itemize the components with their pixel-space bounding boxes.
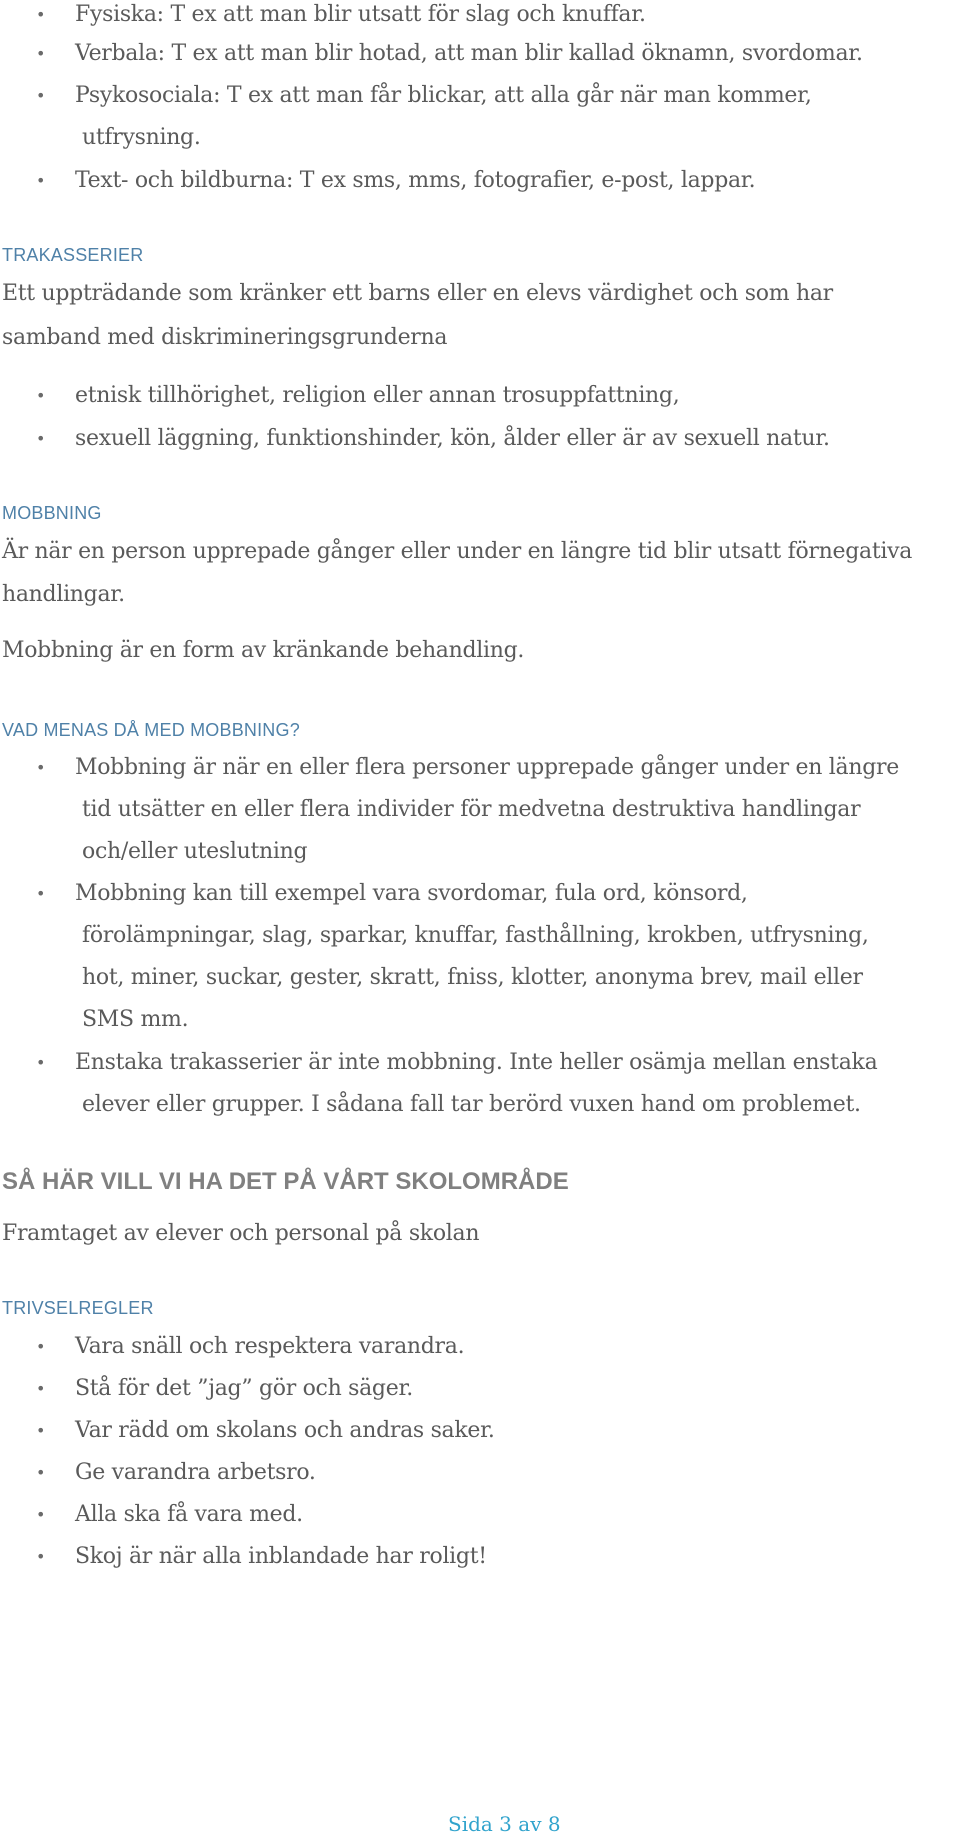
bullet-dot: •: [36, 429, 46, 448]
bullet-dot: •: [36, 1463, 46, 1482]
list-item-line: Skoj är när alla inblandade har roligt!: [75, 1544, 487, 1569]
paragraph-line: Är när en person upprepade gånger eller under en längre tid blir utsatt förnegativa: [2, 539, 913, 564]
bullet-dot: •: [36, 5, 46, 24]
list-item-line: sexuell läggning, funktionshinder, kön, ålder eller är av sexuell natur.: [75, 426, 830, 451]
bullet-dot: •: [36, 386, 46, 405]
list-item-line: SMS mm.: [82, 1007, 189, 1032]
list-item-line: Text- och bildburna: T ex sms, mms, fotografier, e-post, lappar.: [75, 168, 756, 193]
list-item-line: Fysiska: T ex att man blir utsatt för slag och knuffar.: [75, 2, 646, 27]
list-item-line: Vara snäll och respektera varandra.: [75, 1334, 465, 1359]
paragraph-line: samband med diskrimineringsgrunderna: [2, 325, 448, 350]
bullet-dot: •: [36, 1053, 46, 1072]
bullet-dot: •: [36, 1337, 46, 1356]
bullet-dot: •: [36, 758, 46, 777]
list-item-line: tid utsätter en eller flera individer för medvetna destruktiva handlingar: [82, 797, 861, 822]
list-item-line: förolämpningar, slag, sparkar, knuffar, fasthållning, krokben, utfrysning,: [82, 923, 869, 948]
list-item-line: och/eller uteslutning: [82, 839, 308, 864]
bullet-dot: •: [36, 86, 46, 105]
page-number: Sida 3 av 8: [448, 1812, 561, 1836]
list-item-line: etnisk tillhörighet, religion eller annan trosuppfattning,: [75, 383, 680, 408]
list-item-line: Mobbning är när en eller flera personer upprepade gånger under en längre: [75, 755, 899, 780]
bullet-dot: •: [36, 884, 46, 903]
paragraph-line: handlingar.: [2, 582, 125, 607]
list-item-line: hot, miner, suckar, gester, skratt, fniss, klotter, anonyma brev, mail eller: [82, 965, 863, 990]
list-item-line: Var rädd om skolans och andras saker.: [75, 1418, 495, 1443]
section-heading-trakasserier: TRAKASSERIER: [2, 245, 144, 265]
list-item-line: Stå för det ”jag” gör och säger.: [75, 1376, 413, 1401]
bullet-dot: •: [36, 44, 46, 63]
list-item-line: Alla ska få vara med.: [75, 1502, 303, 1527]
paragraph-line: Ett uppträdande som kränker ett barns eller en elevs värdighet och som har: [2, 281, 833, 306]
paragraph-line: Framtaget av elever och personal på skolan: [2, 1221, 480, 1246]
bullet-dot: •: [36, 1505, 46, 1524]
section-heading-mobbning: MOBBNING: [2, 503, 102, 523]
list-item-line: Mobbning kan till exempel vara svordomar, fula ord, könsord,: [75, 881, 748, 906]
bullet-dot: •: [36, 1547, 46, 1566]
list-item-line: Ge varandra arbetsro.: [75, 1460, 316, 1485]
list-item-line: utfrysning.: [82, 125, 201, 150]
paragraph-line: Mobbning är en form av kränkande behandling.: [2, 638, 525, 663]
section-heading-skolomrade: SÅ HÄR VILL VI HA DET PÅ VÅRT SKOLOMRÅDE: [2, 1168, 569, 1195]
bullet-dot: •: [36, 1379, 46, 1398]
bullet-dot: •: [36, 1421, 46, 1440]
list-item-line: Psykosociala: T ex att man får blickar, att alla går när man kommer,: [75, 83, 812, 108]
bullet-dot: •: [36, 171, 46, 190]
list-item-line: elever eller grupper. I sådana fall tar berörd vuxen hand om problemet.: [82, 1092, 861, 1117]
section-heading-vad-menas: VAD MENAS DÅ MED MOBBNING?: [2, 720, 300, 740]
list-item-line: Enstaka trakasserier är inte mobbning. Inte heller osämja mellan enstaka: [75, 1050, 878, 1075]
section-heading-trivselregler: TRIVSELREGLER: [2, 1298, 154, 1318]
list-item-line: Verbala: T ex att man blir hotad, att man blir kallad öknamn, svordomar.: [75, 41, 863, 66]
